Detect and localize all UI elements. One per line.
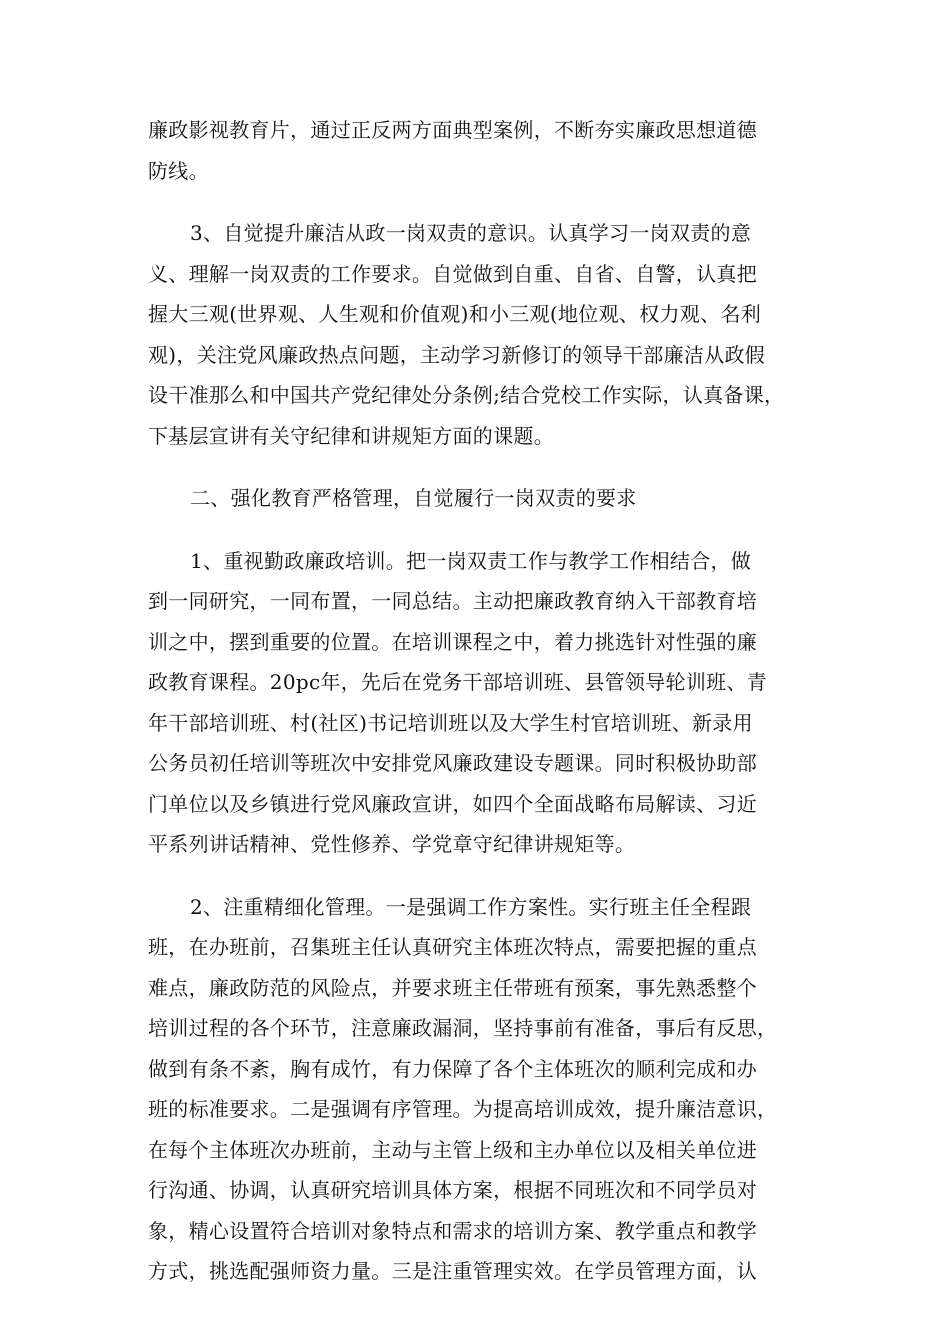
text-line: 在每个主体班次办班前，主动与主管上级和主办单位以及相关单位进 [148,1137,757,1162]
text-line: 培训过程的各个环节，注意廉政漏洞，坚持事前有准备，事后有反思， [148,1016,778,1040]
text-line: 防线。 [148,158,209,183]
text-line: 象，精心设置符合培训对象特点和需求的培训方案、教学重点和教学 [148,1218,757,1243]
text-line: 班的标准要求。二是强调有序管理。为提高培训成效，提升廉洁意识， [148,1097,778,1121]
text-line: 廉政影视教育片，通过正反两方面典型案例，不断夯实廉政思想道德 [148,118,757,142]
text-line: 平系列讲话精神、党性修养、学党章守纪律讲规矩等。 [148,832,636,856]
document-body [148,110,808,1292]
text-line: 门单位以及乡镇进行党风廉政宣讲，如四个全面战略布局解读、习近 [148,791,757,816]
paragraph-4 [148,887,808,1292]
text-line: 班，在办班前，召集班主任认真研究主体班次特点，需要把握的重点 [148,935,757,959]
text-line: 难点，廉政防范的风险点，并要求班主任带班有预案，事先熟悉整个 [148,975,757,1000]
text-line: 公务员初任培训等班次中安排党风廉政建设专题课。同时积极协助部 [148,751,757,775]
section-heading-2 [148,478,808,519]
text-line: 握大三观(世界观、人生观和价值观)和小三观(地位观、权力观、名利 [148,302,762,326]
text-line: 方式，挑选配强师资力量。三是注重管理实效。在学员管理方面，认 [148,1259,757,1283]
paragraph-3 [148,541,808,865]
text-line: 1、重视勤政廉政培训。把一岗双责工作与教学工作相结合，做 [190,548,752,573]
text-line: 下基层宣讲有关守纪律和讲规矩方面的课题。 [148,423,554,448]
text-line: 设干准那么和中国共产党纪律处分条例;结合党校工作实际，认真备课， [148,383,785,407]
paragraph-1 [148,110,808,191]
text-line: 观)，关注党风廉政热点问题，主动学习新修订的领导干部廉洁从政假 [148,342,766,367]
text-line: 训之中，摆到重要的位置。在培训课程之中，着力挑选针对性强的廉 [148,629,757,654]
text-line: 政教育课程。20pc年，先后在党务干部培训班、县管领导轮训班、青 [148,670,768,694]
text-line: 行沟通、协调，认真研究培训具体方案，根据不同班次和不同学员对 [148,1178,757,1202]
text-line: 到一同研究，一同布置，一同总结。主动把廉政教育纳入干部教育培 [148,589,757,613]
text-line: 义、理解一岗双责的工作要求。自觉做到自重、自省、自警，认真把 [148,261,757,286]
paragraph-2 [148,213,808,456]
text-line: 2、注重精细化管理。一是强调工作方案性。实行班主任全程跟 [190,894,752,919]
text-line: 3、自觉提升廉洁从政一岗双责的意识。认真学习一岗双责的意 [190,221,752,245]
text-line: 做到有条不紊，胸有成竹，有力保障了各个主体班次的顺利完成和办 [148,1056,757,1081]
section-heading: 二、强化教育严格管理，自觉履行一岗双责的要求 [190,486,637,510]
text-line: 年干部培训班、村(社区)书记培训班以及大学生村官培训班、新录用 [148,710,753,735]
